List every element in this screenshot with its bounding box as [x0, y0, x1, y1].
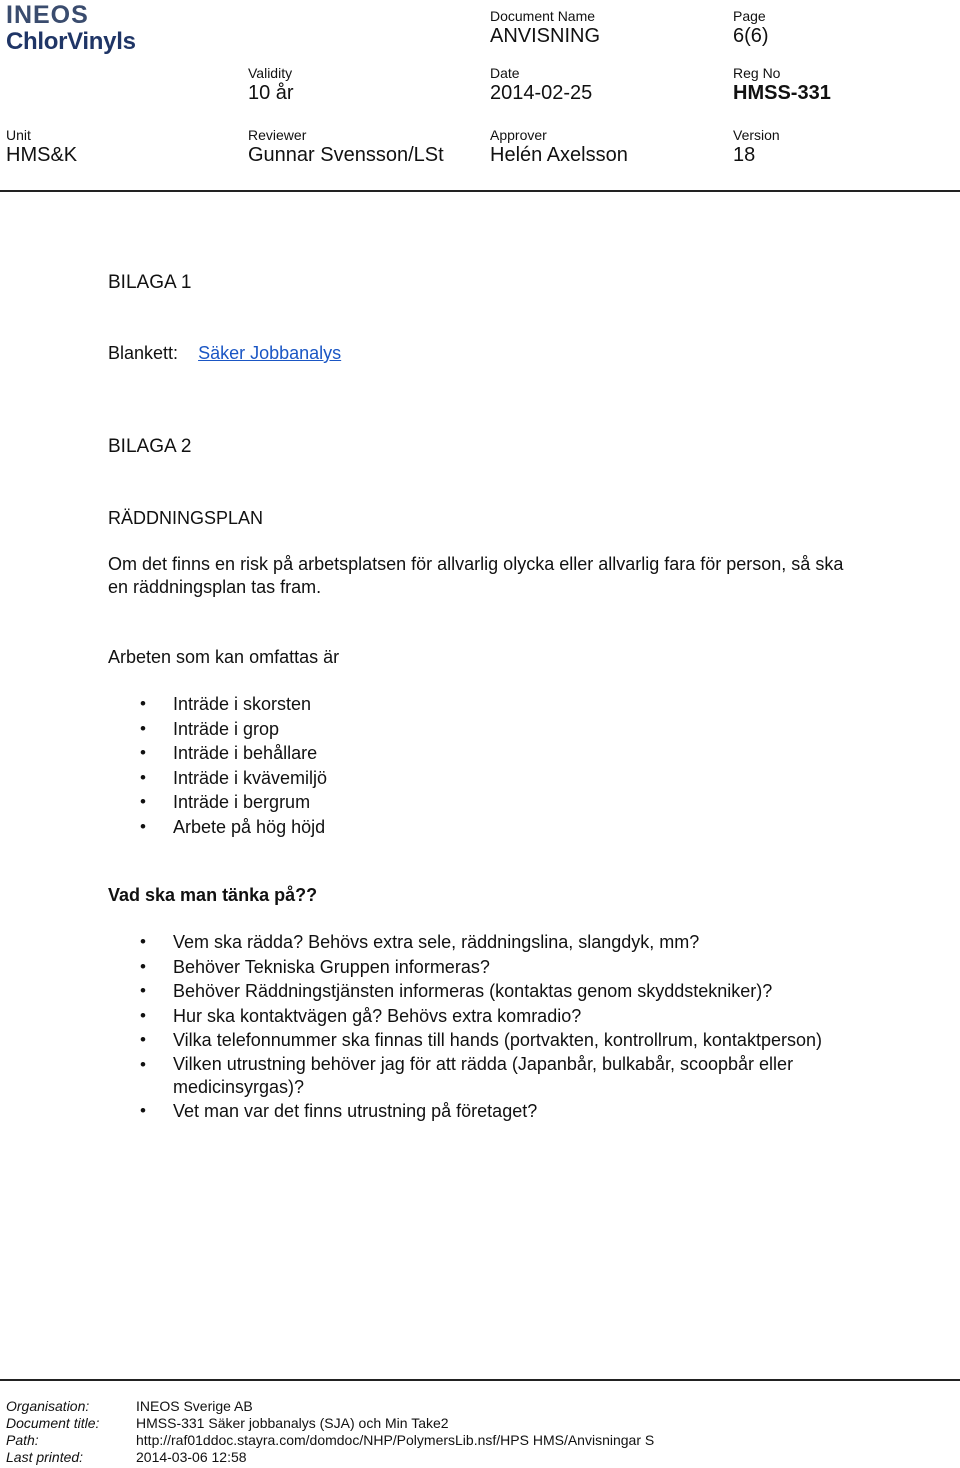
work-list — [140, 692, 327, 839]
reviewer-value: Gunnar Svensson/LSt — [248, 144, 444, 166]
document-name-label: Document Name — [490, 8, 596, 24]
work-heading: Arbeten som kan omfattas är — [108, 647, 340, 667]
footer-organisation-label: Organisation: — [6, 1398, 90, 1414]
company-logo — [6, 2, 136, 56]
think-heading: Vad ska man tänka på?? — [108, 885, 318, 905]
page-label: Page — [733, 8, 766, 24]
list-item: • Inträde i bergrum — [140, 790, 327, 815]
header-divider — [0, 190, 960, 192]
validity-value: 10 år — [248, 82, 294, 104]
list-item: • Vet man var det finns utrustning på företaget? — [140, 1099, 893, 1124]
footer-path-label: Path: — [6, 1432, 39, 1448]
list-item: • Behöver Tekniska Gruppen informeras? — [140, 955, 893, 980]
list-item: • Vem ska rädda? Behövs extra sele, räddningslina, slangdyk, mm? — [140, 930, 893, 955]
footer-organisation-value: INEOS Sverige AB — [136, 1398, 253, 1414]
intro-line-2: en räddningsplan tas fram. — [108, 577, 322, 597]
raddningsplan-heading: RÄDDNINGSPLAN — [108, 508, 264, 528]
page-value: 6(6) — [733, 25, 769, 47]
approver-value: Helén Axelsson — [490, 144, 628, 166]
validity-label: Validity — [248, 65, 293, 81]
list-item: • Inträde i behållare — [140, 741, 327, 766]
document-name-value: ANVISNING — [490, 25, 601, 47]
list-item: • Arbete på hög höjd — [140, 815, 327, 840]
version-value: 18 — [733, 144, 756, 166]
footer-path-value: http://raf01ddoc.stayra.com/domdoc/NHP/PolymersLib.nsf/HPS HMS/Anvisningar S — [136, 1432, 655, 1448]
list-item: • Inträde i skorsten — [140, 692, 327, 717]
date-label: Date — [490, 65, 520, 81]
list-item: • Vilka telefonnummer ska finnas till hands (portvakten, kontrollrum, kontaktperson) — [140, 1028, 893, 1053]
intro-line-1: Om det finns en risk på arbetsplatsen för allvarlig olycka eller allvarlig fara för person, så ska — [108, 554, 844, 574]
footer-document-title-value: HMSS-331 Säker jobbanalys (SJA) och Min Take2 — [136, 1415, 449, 1431]
unit-value: HMS&K — [6, 144, 78, 166]
unit-label: Unit — [6, 127, 31, 143]
list-item: • Behöver Räddningstjänsten informeras (kontaktas genom skyddstekniker)? — [140, 979, 893, 1004]
list-item: • Vilken utrustning behöver jag för att rädda (Japanbår, bulkabår, scoopbår eller medicinsyrgas)? — [140, 1053, 893, 1099]
logo-brand-top: INEOS — [6, 1, 89, 29]
version-label: Version — [733, 127, 780, 143]
date-value: 2014-02-25 — [490, 82, 593, 104]
blankett-row — [108, 342, 341, 365]
bilaga2-heading: BILAGA 2 — [108, 436, 192, 457]
footer-divider — [0, 1379, 960, 1381]
blankett-label: Blankett: — [108, 343, 179, 363]
reg-no-label: Reg No — [733, 65, 781, 81]
reg-no-value: HMSS-331 — [733, 82, 831, 104]
footer-last-printed-label: Last printed: — [6, 1449, 84, 1465]
logo-brand-bottom: ChlorVinyls — [6, 28, 136, 55]
footer-document-title-label: Document title: — [6, 1415, 100, 1431]
think-list — [140, 930, 893, 1123]
list-item: • Inträde i kvävemiljö — [140, 766, 327, 791]
reviewer-label: Reviewer — [248, 127, 307, 143]
footer-last-printed-value: 2014-03-06 12:58 — [136, 1449, 247, 1465]
saker-jobbanalys-link[interactable]: Säker Jobbanalys — [198, 343, 342, 363]
bilaga1-heading: BILAGA 1 — [108, 272, 192, 293]
list-item: • Inträde i grop — [140, 717, 327, 742]
approver-label: Approver — [490, 127, 547, 143]
list-item: • Hur ska kontaktvägen gå? Behövs extra komradio? — [140, 1004, 893, 1029]
